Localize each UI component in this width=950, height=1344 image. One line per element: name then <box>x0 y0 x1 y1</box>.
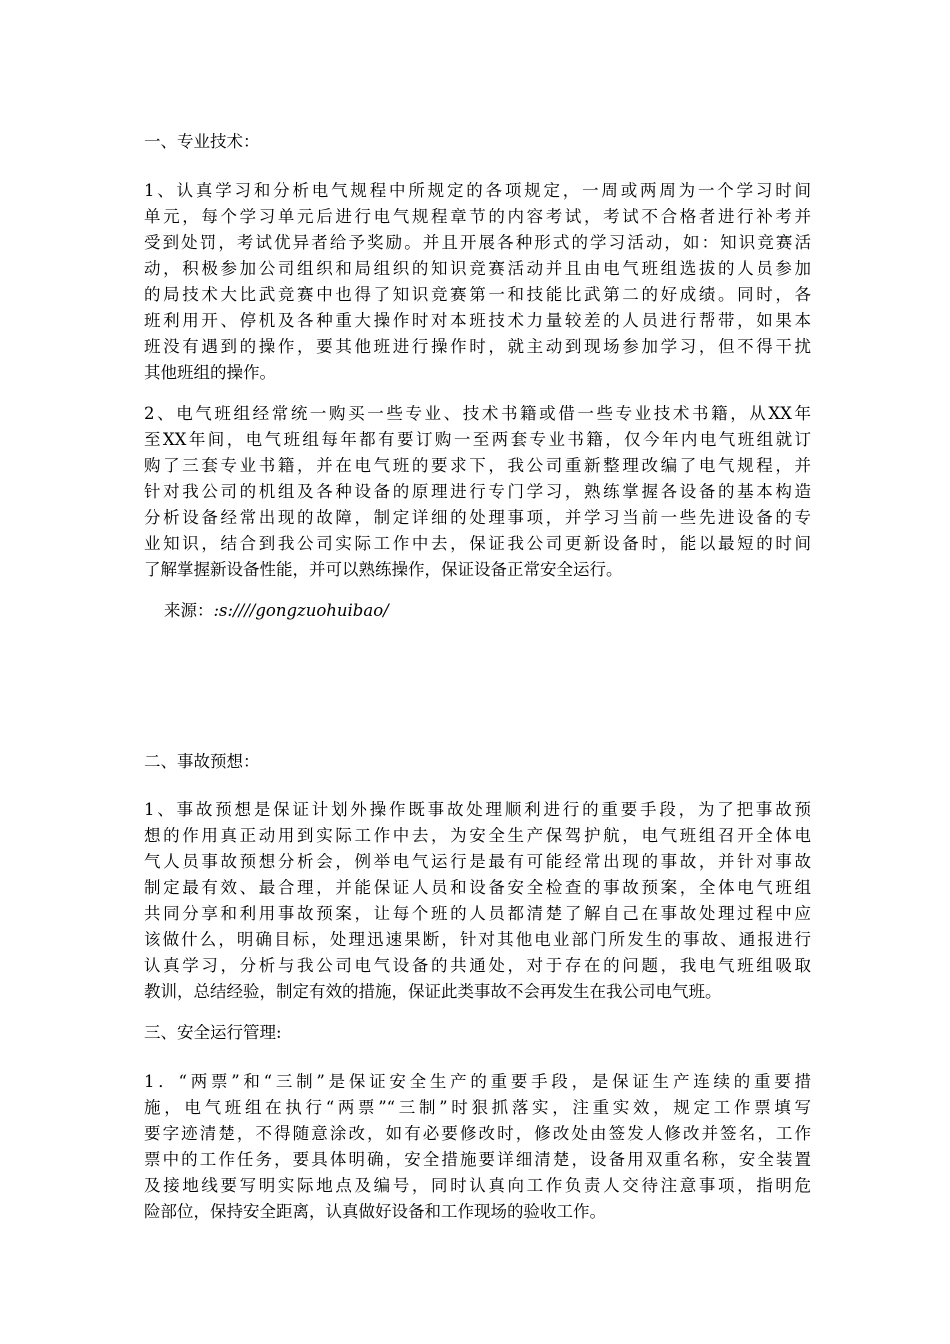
paragraph-line: 购了三套专业书籍，并在电气班的要求下，我公司重新整理改编了电气规程，并 <box>144 456 811 475</box>
paragraph-accident-prediction <box>144 797 811 1005</box>
paragraph-line: 针对我公司的机组及各种设备的原理进行专门学习，熟练掌握各设备的基本构造 <box>144 482 811 501</box>
paragraph-line: 该做什么，明确目标，处理迅速果断，针对其他电业部门所发生的事故、通报进行 <box>144 930 811 949</box>
source-url: :s:////gongzuohuibao/ <box>213 601 389 620</box>
paragraph-line: 受到处罚，考试优异者给予奖励。并且开展各种形式的学习活动，如：知识竞赛活 <box>144 233 811 252</box>
paragraph-line: 险部位，保持安全距离，认真做好设备和工作现场的验收工作。 <box>144 1202 606 1221</box>
paragraph-line: 班利用开、停机及各种重大操作时对本班技术力量较差的人员进行帮带，如果本 <box>144 311 811 330</box>
paragraph-line: 制定最有效、最合理，并能保证人员和设备安全检查的事故预案，全体电气班组 <box>144 878 811 897</box>
source-line <box>164 598 389 624</box>
paragraph-two-tickets-three-systems <box>144 1069 811 1225</box>
paragraph-line: 气人员事故预想分析会，例举电气运行是最有可能经常出现的事故，并针对事故 <box>144 852 811 871</box>
paragraph-line: 教训，总结经验，制定有效的措施，保证此类事故不会再发生在我公司电气班。 <box>144 982 722 1001</box>
paragraph-line: 及接地线要写明实际地点及编号，同时认真向工作负责人交待注意事项，指明危 <box>144 1176 811 1195</box>
paragraph-line: 1、事故预想是保证计划外操作既事故处理顺利进行的重要手段，为了把事故预 <box>144 800 811 819</box>
section-heading-technical: 一、专业技术： <box>144 132 260 151</box>
paragraph-line: 的局技术大比武竞赛中也得了知识竞赛第一和技能比武第二的好成绩。同时，各 <box>144 285 811 304</box>
paragraph-line: 业知识，结合到我公司实际工作中去，保证我公司更新设备时，能以最短的时间 <box>144 534 811 553</box>
paragraph-line: 票中的工作任务，要具体明确，安全措施要详细清楚，设备用双重名称，安全装置 <box>144 1150 811 1169</box>
paragraph-line: 其他班组的操作。 <box>144 363 276 382</box>
paragraph-line: 1、认真学习和分析电气规程中所规定的各项规定，一周或两周为一个学习时间 <box>144 181 811 200</box>
paragraph-line: 了解掌握新设备性能，并可以熟练操作，保证设备正常安全运行。 <box>144 560 623 579</box>
paragraph-line: 分析设备经常出现的故障，制定详细的处理事项，并学习当前一些先进设备的专 <box>144 508 811 527</box>
paragraph-line: 2、电气班组经常统一购买一些专业、技术书籍或借一些专业技术书籍，从XX年 <box>144 404 811 423</box>
paragraph-study-regulations <box>144 178 811 386</box>
paragraph-line: 单元，每个学习单元后进行电气规程章节的内容考试，考试不合格者进行补考并 <box>144 207 811 226</box>
paragraph-line: 要字迹清楚，不得随意涂改，如有必要修改时，修改处由签发人修改并签名，工作 <box>144 1124 811 1143</box>
paragraph-line: 认真学习，分析与我公司电气设备的共通处，对于存在的问题，我电气班组吸取 <box>144 956 811 975</box>
paragraph-line: 施，电气班组在执行“两票”“三制”时狠抓落实，注重实效，规定工作票填写 <box>144 1098 811 1117</box>
paragraph-line: 至XX年间，电气班组每年都有要订购一至两套专业书籍，仅今年内电气班组就订 <box>144 430 811 449</box>
paragraph-line: 想的作用真正动用到实际工作中去，为安全生产保驾护航，电气班组召开全体电 <box>144 826 811 845</box>
paragraph-line: 共同分享和利用事故预案，让每个班的人员都清楚了解自己在事故处理过程中应 <box>144 904 811 923</box>
source-label: 来源： <box>164 601 214 620</box>
section-heading-safety-management: 三、安全运行管理: <box>144 1023 282 1042</box>
paragraph-line: 动，积极参加公司组织和局组织的知识竞赛活动并且由电气班组选拔的人员参加 <box>144 259 811 278</box>
paragraph-books <box>144 401 811 583</box>
paragraph-line: 班没有遇到的操作，要其他班进行操作时，就主动到现场参加学习，但不得干扰 <box>144 337 811 356</box>
section-heading-accident-prediction: 二、事故预想： <box>144 752 260 771</box>
paragraph-line: 1．“两票”和“三制”是保证安全生产的重要手段，是保证生产连续的重要措 <box>144 1072 811 1091</box>
